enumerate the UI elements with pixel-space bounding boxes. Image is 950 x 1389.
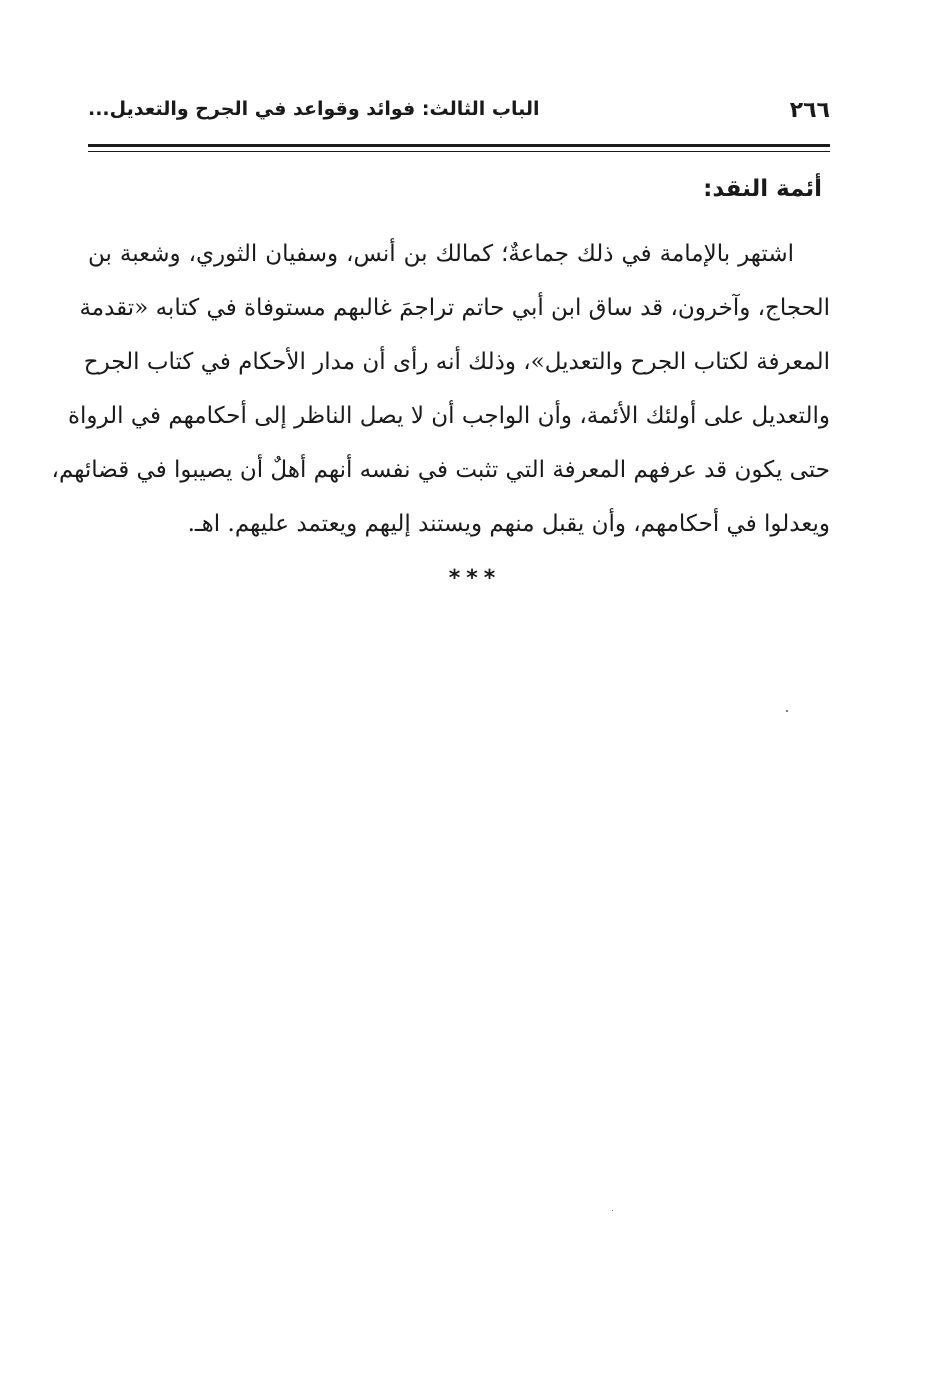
header-rule-thick (88, 144, 830, 147)
chapter-title: الباب الثالث: فوائد وقواعد في الجرح والتعديل... (88, 98, 540, 120)
header-rule-thin (88, 151, 830, 152)
page-number: ٢٦٦ (789, 98, 830, 123)
body-paragraph (51, 232, 830, 556)
body-line: الحجاج، وآخرون، قد ساق ابن أبي حاتم تراجمَ غالبهم مستوفاة في كتابه «تقدمة (79, 295, 830, 321)
body-line: حتى يكون قد عرفهم المعرفة التي تثبت في نفسه أنهم أهلٌ أن يصيبوا في قضائهم، (51, 457, 830, 483)
scan-speck (612, 1210, 613, 1211)
scan-speck (786, 710, 788, 712)
body-line: المعرفة لكتاب الجرح والتعديل»، وذلك أنه رأى أن مدار الأحكام في كتاب الجرح (83, 349, 830, 375)
section-heading: أئمة النقد: (703, 176, 822, 202)
body-line: ويعدلوا في أحكامهم، وأن يقبل منهم ويستند إليهم ويعتمد عليهم. اهـ. (187, 511, 830, 537)
section-separator: *** (448, 566, 502, 591)
body-line: والتعديل على أولئك الأئمة، وأن الواجب أن لا يصل الناظر إلى أحكامهم في الرواة (67, 403, 830, 429)
body-line: اشتهر بالإمامة في ذلك جماعةٌ؛ كمالك بن أنس، وسفيان الثوري، وشعبة بن (88, 241, 794, 267)
running-header (88, 98, 830, 134)
